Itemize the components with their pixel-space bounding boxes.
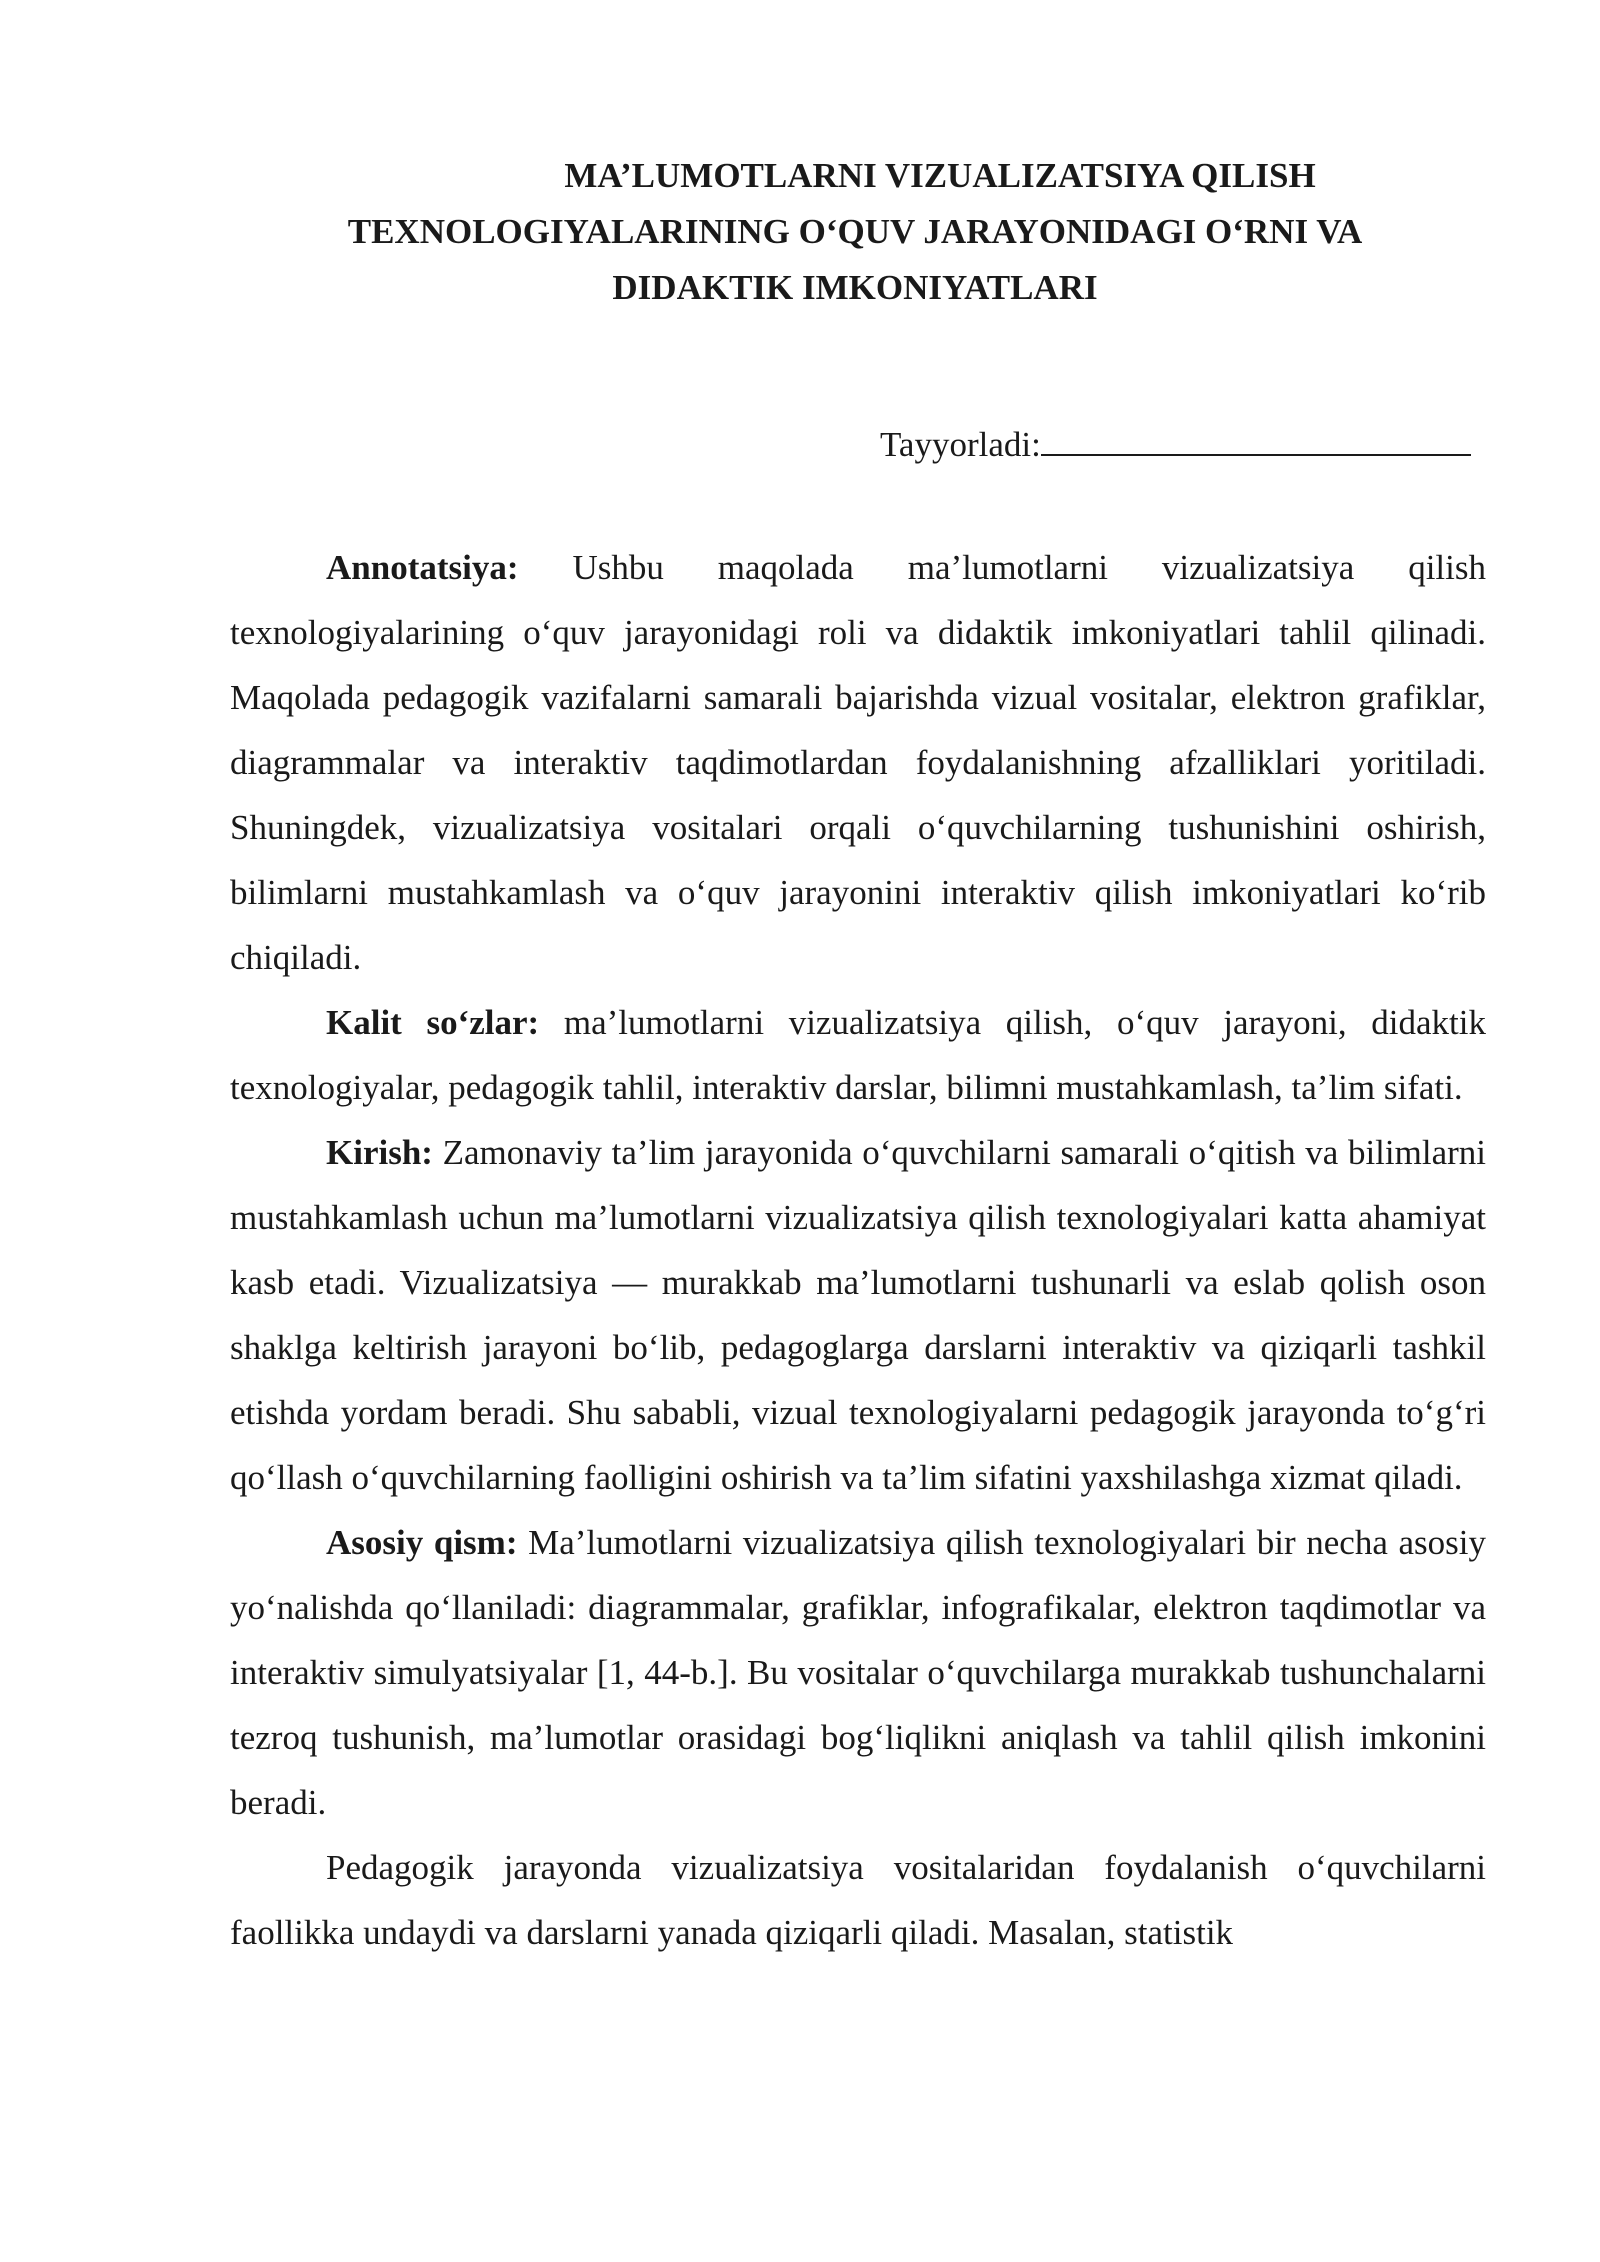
paragraph-text: Ushbu maqolada ma’lumotlarni vizualizatsiya qilish texnologiyalarining o‘quv jarayonidagi roli va didaktik imkoniyatlari tahlil qilinadi. Maqolada pedagogik vazifalarni samarali bajarishda vizual vositalar, elektron grafiklar, diagrammalar va interaktiv taqdimotlardan foydalanishning afzalliklari yoritiladi. Shuningdek, vizualizatsiya vositalari orqali o‘quvchilarning tushunishini oshirish, bilimlarni mustahkamlash va o‘quv jarayonini interaktiv qilish imkoniyatlari ko‘rib chiqiladi. xyxy=(230,548,1486,977)
paragraph-label: Annotatsiya: xyxy=(326,548,519,587)
document-body xyxy=(230,535,1486,1965)
paragraph-text: Pedagogik jarayonda vizualizatsiya vositalaridan foydalanish o‘quvchilarni faollikka undaydi va darslarni yanada qiziqarli qiladi. Masalan, statistik xyxy=(230,1848,1486,1952)
paragraph-label: Kalit so‘zlar: xyxy=(326,1003,540,1042)
prepared-by-blank xyxy=(1041,410,1471,456)
paragraph-text: Zamonaviy ta’lim jarayonida o‘quvchilarni samarali o‘qitish va bilimlarni mustahkamlash uchun ma’lumotlarni vizualizatsiya qilish texnologiyalari katta ahamiyat kasb etadi. Vizualizatsiya — murakkab ma’lumotlarni tushunarli va eslab qolish oson shaklga keltirish jarayoni bo‘lib, pedagoglarga darslarni interaktiv va qiziqarli tashkil etishda yordam beradi. Shu sababli, vizual texnologiyalarni pedagogik jarayonda to‘g‘ri qo‘llash o‘quvchilarning faolligini oshirish va ta’lim sifatini yaxshilashga xizmat qiladi. xyxy=(230,1133,1486,1497)
prepared-by-line xyxy=(880,410,1471,473)
paragraph-continuation xyxy=(230,1835,1486,1965)
paragraph-text: ma’lumotlarni vizualizatsiya qilish, o‘quv jarayoni, didaktik texnologiyalar, pedagogik tahlil, interaktiv darslar, bilimni mustahkamlash, ta’lim sifati. xyxy=(230,1003,1487,1107)
paragraph-annotation xyxy=(230,535,1486,990)
title-line-2: TEXNOLOGIYALARINING O‘QUV JARAYONIDAGI O‘RNI VA xyxy=(347,212,1363,251)
document-title xyxy=(230,148,1480,316)
paragraph-text: Ma’lumotlarni vizualizatsiya qilish texnologiyalari bir necha asosiy yo‘nalishda qo‘llaniladi: diagrammalar, grafiklar, infografikalar, elektron taqdimotlar va interaktiv simulyatsiyalar [1, 44-b.]. Bu vositalar o‘quvchilarga murakkab tushunchalarni tezroq tushunish, ma’lumotlar orasidagi bog‘liqlikni aniqlash va tahlil qilish imkonini beradi. xyxy=(230,1523,1486,1822)
paragraph-label: Asosiy qism: xyxy=(326,1523,518,1562)
paragraph-main-part xyxy=(230,1510,1486,1835)
prepared-by-label: Tayyorladi: xyxy=(880,425,1041,464)
title-line-3: DIDAKTIK IMKONIYATLARI xyxy=(612,268,1098,307)
paragraph-introduction xyxy=(230,1120,1486,1510)
title-line-1: MA’LUMOTLARNI VIZUALIZATSIYA QILISH xyxy=(564,156,1316,195)
paragraph-label: Kirish: xyxy=(326,1133,433,1172)
paragraph-keywords xyxy=(230,990,1486,1120)
